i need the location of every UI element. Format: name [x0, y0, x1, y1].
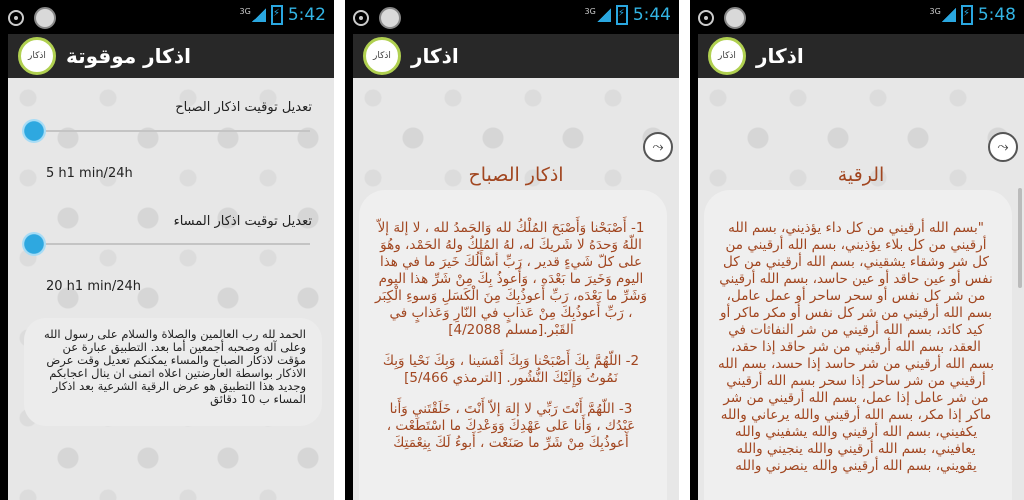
- scrollbar[interactable]: [1018, 188, 1022, 288]
- battery-charging-icon: [271, 5, 283, 25]
- app-notification-icon: [34, 7, 56, 29]
- share-icon: ⤳: [652, 139, 664, 155]
- morning-time-value: 5 h1 min/24h: [46, 166, 133, 181]
- evening-time-value: 20 h1 min/24h: [46, 279, 141, 294]
- evening-slider-track[interactable]: [36, 243, 310, 245]
- network-type: 3G: [929, 6, 941, 16]
- text-panel[interactable]: [704, 190, 1012, 500]
- page-title: اذكار: [411, 44, 459, 68]
- app-logo-icon[interactable]: اذكار: [708, 37, 746, 75]
- morning-time-label: تعديل توقيت اذكار الصباح: [175, 100, 312, 115]
- morning-slider-track[interactable]: [36, 130, 310, 132]
- action-bar: [353, 34, 679, 78]
- evening-slider-thumb[interactable]: [22, 232, 46, 256]
- status-bar: [690, 0, 1024, 34]
- status-bar: [345, 0, 679, 34]
- text-panel[interactable]: [359, 190, 667, 500]
- evening-time-label: تعديل توقيت اذكار المساء: [173, 214, 312, 229]
- section-title: الرقية: [837, 164, 885, 186]
- action-bar: [698, 34, 1024, 78]
- morning-slider-thumb[interactable]: [22, 119, 46, 143]
- screen-timed-adhkar: [0, 0, 334, 500]
- share-button[interactable]: [988, 132, 1018, 162]
- battery-charging-icon: [616, 5, 628, 25]
- gps-icon: [353, 10, 369, 26]
- signal-icon: [252, 8, 266, 22]
- status-clock: 5:48: [977, 5, 1016, 25]
- gps-icon: [8, 10, 24, 26]
- ruqyah-content[interactable]: [698, 78, 1024, 500]
- screen-morning-adhkar: [345, 0, 679, 500]
- status-clock: 5:42: [287, 5, 326, 25]
- status-clock: 5:44: [632, 5, 671, 25]
- network-type: 3G: [239, 6, 251, 16]
- share-button[interactable]: [643, 132, 673, 162]
- screen-ruqyah: [690, 0, 1024, 500]
- network-type: 3G: [584, 6, 596, 16]
- page-title: اذكار موقوتة: [66, 44, 191, 68]
- signal-icon: [597, 8, 611, 22]
- action-bar: [8, 34, 334, 78]
- gps-icon: [698, 10, 714, 26]
- section-title: اذكار الصباح: [468, 164, 564, 186]
- share-icon: ⤳: [997, 139, 1009, 155]
- dhikr-paragraph: 3- اللّهُمَّ أَنْتَ رَبِّي لا إلهَ إلاّ أَنْتَ ، خَلَقْتَني وَأَنا عَبْدُك ، وَأَنا عَلى عَهْدِكَ وَوَعْدِكَ ما اسْتَطَعْت ، أَعوذُبِكَ مِنْ شَرِّ ما صَنَعْت ، أَبوءُ لَكَ بِنِعْمَتِكَ: [386, 401, 636, 451]
- info-text-box: الحمد لله رب العالمين والصلاة والسلام على رسول الله وعلى آله وصحبه أجمعين أما بعد. التطبيق عبارة عن مؤقت لاذكار الصباح والمساء يمكنكم تعديل وقت عرض الاذكار بواسطة العارضتين اعلاه اتمنى ان ينال اعجابكم وجديد هذا التطبيق هو عرض الرقية الشرعية بعد اذكار المساء ب 10 دقائق: [24, 318, 322, 426]
- status-bar: [0, 0, 334, 34]
- settings-content: [8, 78, 334, 500]
- page-title: اذكار: [756, 44, 804, 68]
- ruqyah-paragraph: "بسم الله أرقيني من كل داء يؤذيني، بسم الله أرقيني من كل بلاء يؤذيني، بسم الله أرقيني من كل شر وشقاء يشقيني، بسم الله أرقيني من كل نفس أو عين حاقد أو عين حاسد، بسم الله أرقيني من شر كل نفس أو سحر ساحر أو عمل عامل، بسم الله أرقيني من شر كل نفس أو مكر ماكر أو كيد كائد، بسم الله أرقيني من شر النفاثات في العقد، بسم الله أرقيني من شر حاقد إذا حقد، بسم الله أرقيني من شر حاسد إذا حسد، بسم الله أرقيني من شر ساحر إذا سحر بسم الله أرقيني من شر عامل إذا عمل، بسم الله أرقيني من شر ماكر إذا مكر، بسم الله أرقيني والله يرعاني والله يكفيني، بسم الله أرقيني والله يشفيني والله يعافيني، بسم الله أرقيني والله ينجيني والله يقويني، بسم الله أرقيني والله ينصرني والله: [718, 220, 994, 474]
- app-logo-icon[interactable]: اذكار: [363, 37, 401, 75]
- adhkar-content[interactable]: [353, 78, 679, 500]
- dhikr-paragraph: 2- اللّهُمَّ بِكَ أَصْبَحْنا وَبِكَ أَمْسَينا ، وَبِكَ نَحْيا وَبِكَ نَمُوتُ وَإِلَيْكَ النُّشُور. [الترمذي 5/466]: [382, 353, 640, 386]
- app-logo-icon[interactable]: اذكار: [18, 37, 56, 75]
- app-notification-icon: [724, 7, 746, 29]
- battery-charging-icon: [961, 5, 973, 25]
- app-notification-icon: [379, 7, 401, 29]
- signal-icon: [942, 8, 956, 22]
- dhikr-paragraph: 1- أَصْبَحْنا وَأَصْبَحَ المُلْكُ لله وَالحَمدُ لله ، لا إلهَ إلاّ اللّهُ وَحدَهُ لا شَريكَ له، لهُ المُلكُ ولهُ الحَمْد، وهُوَ على كلّ شَيءٍ قدير ، رَبِّ أسْأَلُكَ خَيرَ ما في هذا اليوم وَخَيرَ ما بَعْدَه ، وَأَعوذُ بِكَ مِنْ شَرِّ هذا اليوم وَشَرِّ ما بَعْدَه، رَبِّ أَعوذُبِكَ مِنَ الْكَسَلِ وَسوءِ الْكِبَر ، رَبِّ أَعوذُبِكَ مِنْ عَذابٍ في النّارِ وَعَذابٍ في القَبْر.[مسلم 4/2088]: [375, 220, 647, 338]
